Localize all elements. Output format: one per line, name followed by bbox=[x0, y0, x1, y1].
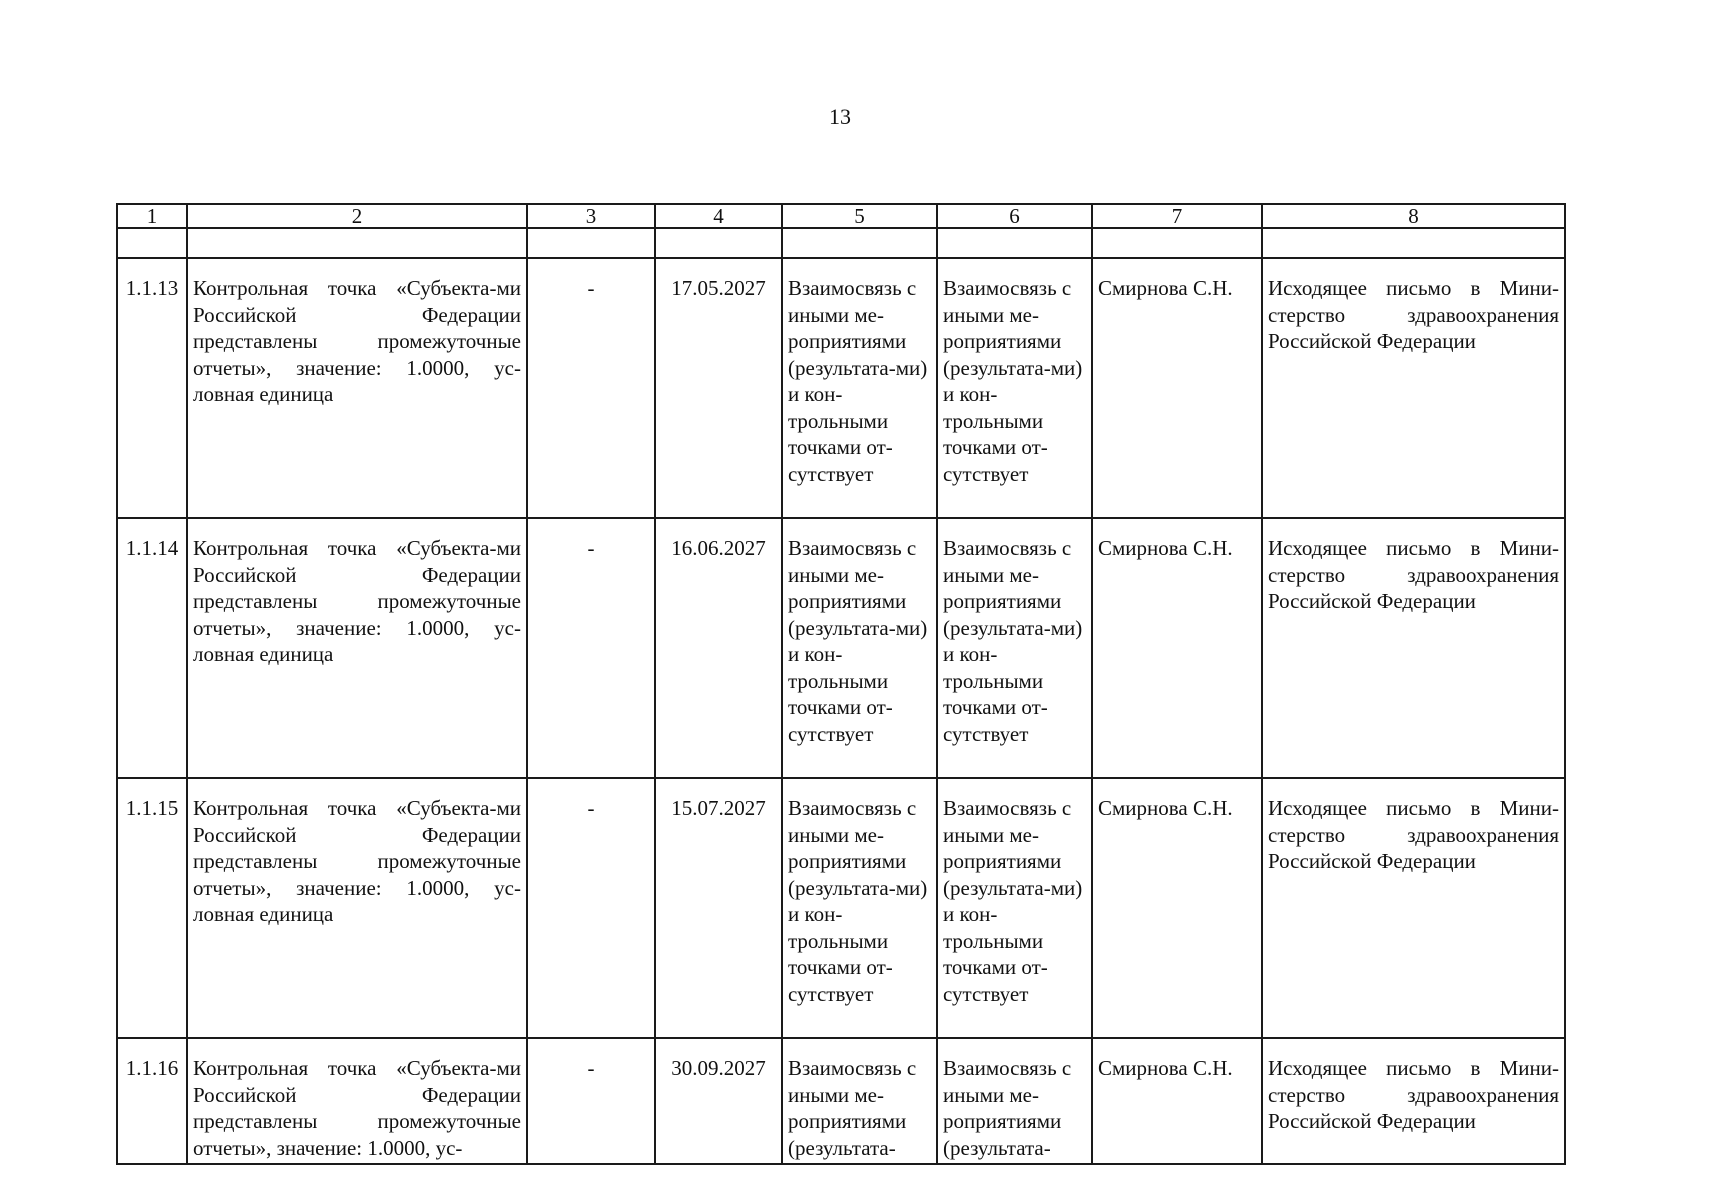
relation-cell: Взаимосвязь с иными ме-роприятиями (результата-ми) и кон-трольными точками от-сутствует bbox=[937, 778, 1092, 1038]
col3-cell: - bbox=[527, 518, 655, 778]
control-point-name-cell: Контрольная точка «Субъекта-ми Российской Федерации представлены промежуточные отчеты», значение: 1.0000, ус-ловная единица bbox=[187, 518, 527, 778]
blank-cell bbox=[117, 228, 187, 258]
row-number-cell: 1.1.16 bbox=[117, 1038, 187, 1164]
document-cell: Исходящее письмо в Мини-стерство здравоохранения Российской Федерации bbox=[1262, 1038, 1565, 1164]
control-points-table bbox=[116, 203, 1566, 1165]
header-cell: 1 bbox=[117, 204, 187, 228]
blank-cell bbox=[782, 228, 937, 258]
blank-cell bbox=[655, 228, 782, 258]
document-cell: Исходящее письмо в Мини-стерство здравоохранения Российской Федерации bbox=[1262, 518, 1565, 778]
row-number-cell: 1.1.14 bbox=[117, 518, 187, 778]
header-cell: 7 bbox=[1092, 204, 1262, 228]
page-number: 13 bbox=[829, 104, 851, 129]
blank-cell bbox=[937, 228, 1092, 258]
table-blank-row bbox=[117, 228, 1565, 258]
document-cell: Исходящее письмо в Мини-стерство здравоохранения Российской Федерации bbox=[1262, 258, 1565, 518]
header-cell: 6 bbox=[937, 204, 1092, 228]
relation-cell: Взаимосвязь с иными ме-роприятиями (результата-ми) и кон-трольными точками от-сутствует bbox=[937, 518, 1092, 778]
date-cell: 15.07.2027 bbox=[655, 778, 782, 1038]
blank-cell bbox=[1262, 228, 1565, 258]
date-cell: 30.09.2027 bbox=[655, 1038, 782, 1164]
responsible-cell: Смирнова С.Н. bbox=[1092, 778, 1262, 1038]
responsible-cell: Смирнова С.Н. bbox=[1092, 518, 1262, 778]
table-header-row bbox=[117, 204, 1565, 228]
date-cell: 17.05.2027 bbox=[655, 258, 782, 518]
blank-cell bbox=[1092, 228, 1262, 258]
blank-cell bbox=[187, 228, 527, 258]
row-number-cell: 1.1.13 bbox=[117, 258, 187, 518]
table-row bbox=[117, 258, 1565, 518]
control-point-name-cell: Контрольная точка «Субъекта-ми Российской Федерации представлены промежуточные отчеты», значение: 1.0000, ус-ловная единица bbox=[187, 778, 527, 1038]
header-cell: 5 bbox=[782, 204, 937, 228]
header-cell: 8 bbox=[1262, 204, 1565, 228]
responsible-cell: Смирнова С.Н. bbox=[1092, 1038, 1262, 1164]
header-cell: 3 bbox=[527, 204, 655, 228]
relation-cell: Взаимосвязь с иными ме-роприятиями (результата-ми) и кон-трольными точками от-сутствует bbox=[782, 518, 937, 778]
header-cell: 4 bbox=[655, 204, 782, 228]
table-row bbox=[117, 1038, 1565, 1164]
col3-cell: - bbox=[527, 778, 655, 1038]
table-row bbox=[117, 778, 1565, 1038]
relation-cell: Взаимосвязь с иными ме-роприятиями (результата- bbox=[937, 1038, 1092, 1164]
row-number-cell: 1.1.15 bbox=[117, 778, 187, 1038]
relation-cell: Взаимосвязь с иными ме-роприятиями (результата-ми) и кон-трольными точками от-сутствует bbox=[782, 778, 937, 1038]
document-cell: Исходящее письмо в Мини-стерство здравоохранения Российской Федерации bbox=[1262, 778, 1565, 1038]
header-cell: 2 bbox=[187, 204, 527, 228]
col3-cell: - bbox=[527, 1038, 655, 1164]
document-table-wrapper bbox=[116, 203, 1566, 1165]
relation-cell: Взаимосвязь с иными ме-роприятиями (результата-ми) и кон-трольными точками от-сутствует bbox=[782, 258, 937, 518]
responsible-cell: Смирнова С.Н. bbox=[1092, 258, 1262, 518]
col3-cell: - bbox=[527, 258, 655, 518]
relation-cell: Взаимосвязь с иными ме-роприятиями (результата-ми) и кон-трольными точками от-сутствует bbox=[937, 258, 1092, 518]
date-cell: 16.06.2027 bbox=[655, 518, 782, 778]
control-point-name-cell: Контрольная точка «Субъекта-ми Российской Федерации представлены промежуточные отчеты», значение: 1.0000, ус-ловная единица bbox=[187, 258, 527, 518]
table-row bbox=[117, 518, 1565, 778]
control-point-name-cell: Контрольная точка «Субъекта-ми Российской Федерации представлены промежуточные отчеты», значение: 1.0000, ус- bbox=[187, 1038, 527, 1164]
relation-cell: Взаимосвязь с иными ме-роприятиями (результата- bbox=[782, 1038, 937, 1164]
blank-cell bbox=[527, 228, 655, 258]
